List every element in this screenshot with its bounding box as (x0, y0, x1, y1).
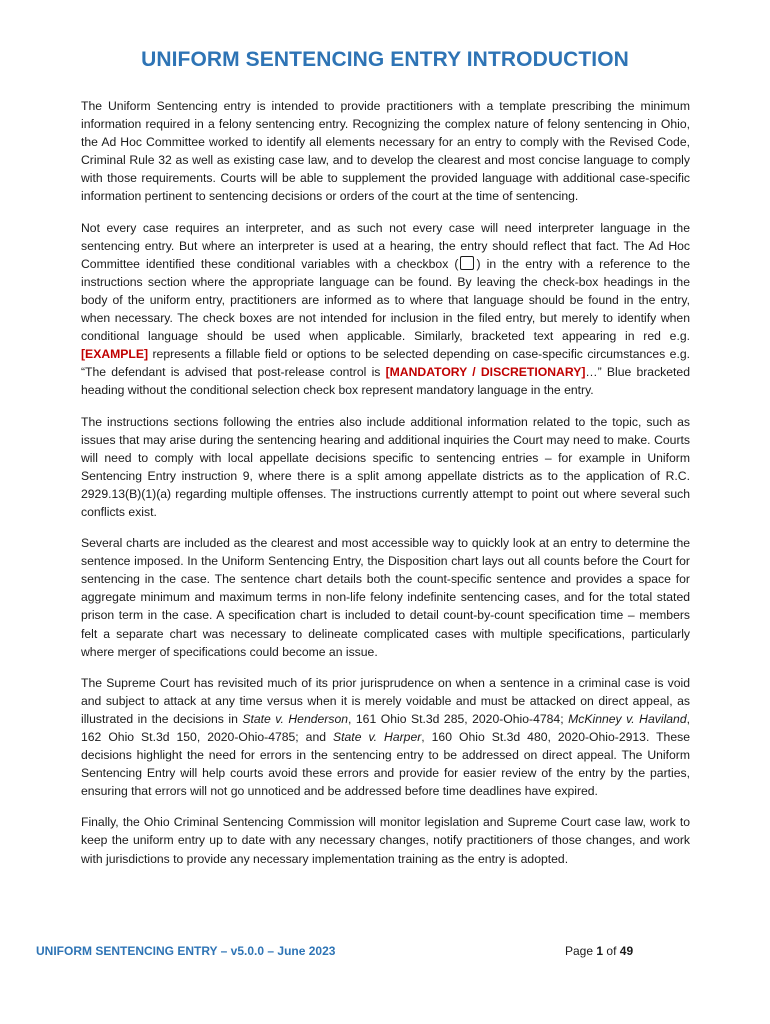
of-label: of (606, 944, 617, 958)
page-label: Page (565, 944, 594, 958)
example-placeholder: [EXAMPLE] (81, 347, 149, 362)
page-title: UNIFORM SENTENCING ENTRY INTRODUCTION (141, 48, 629, 71)
case-citation: McKinney v. Haviland (568, 711, 687, 726)
paragraph-commission: Finally, the Ohio Criminal Sentencing Commission will monitor legislation and Supreme Court case law, work to keep the uniform entry up to date with any necessary changes, notify practitioners of those changes, and work with jurisdictions to provide any necessary implementation training as the entry is adopted. (81, 815, 690, 866)
paragraph-text: Not every case requires an interpreter, and as such not every case will need interpreter language in the sentencing entry. But where an interpreter is used at a hearing, the entry should reflect that fact. The Ad Hoc Committee identified these conditional variables with a checkbox ( (81, 220, 690, 271)
paragraph-purpose: The Uniform Sentencing entry is intended to provide practitioners with a template prescribing the minimum information required in a felony sentencing entry. Recognizing the complex nature of felony sentencing in Ohio, the Ad Hoc Committee worked to identify all elements necessary for an entry to comply with the Revised Code, Criminal Rule 32 as well as existing case law, and to develop the clearest and most concise language to comply with those requirements. Courts will be able to supplement the provided language with additional case-specific information pertinent to sentencing decisions or orders of the court at the time of sentencing. (81, 99, 690, 204)
page-total: 49 (619, 944, 634, 958)
paragraph-charts: Several charts are included as the clearest and most accessible way to quickly look at an entry to determine the sentence imposed. In the Uniform Sentencing Entry, the Disposition chart lays out all counts before the Court for sentencing in the case. The sentence chart details both the count-specific sentence and provides a space for aggregate minimum and maximum terms in non-life felony indefinite sentencing cases, and for the total stated prison term in the case. A specification chart is included to detail count-by-count specification time – members felt a separate chart was necessary to delineate complicated cases with multiple specifications, particularly where merger of specifications could become an issue. (81, 536, 690, 659)
paragraph-conditional-variables (81, 219, 690, 400)
page-current: 1 (596, 944, 604, 958)
checkbox-icon (460, 256, 474, 270)
paragraph-case-law (81, 674, 690, 801)
paragraph-text: …” Blue bracketed heading without the conditional selection check box represent mandatory language in the entry. (81, 365, 690, 398)
paragraph-text: , 162 Ohio St.3d 150, 2020-Ohio-4785; and (81, 711, 690, 744)
mandatory-placeholder: [MANDATORY / DISCRETIONARY] (385, 365, 586, 380)
footer-page-number (565, 944, 633, 958)
paragraph-text: , 160 Ohio St.3d 480, 2020-Ohio-2913. These decisions highlight the need for errors in the sentencing entry to be addressed on direct appeal. The Uniform Sentencing Entry will help courts avoid these errors and provide for easier review of the entry by the parties, ensuring that errors will not go unnoticed and be addressed before time deadlines have expired. (81, 730, 690, 799)
document-body (81, 97, 690, 881)
paragraph-instructions: The instructions sections following the entries also include additional information related to the topic, such as issues that may arise during the sentencing hearing and additional inquiries the Court may need to make. Courts will need to comply with local appellate decisions specific to sentencing entries – for example in Uniform Sentencing Entry instruction 9, where there is a split among appellate districts as to the application of R.C. 2929.13(B)(1)(a) regarding multiple offenses. The instructions currently attempt to point out where several such conflicts exist. (81, 414, 690, 519)
paragraph-text: ) in the entry with a reference to the instructions section where the appropriate language can be found. By leaving the check-box headings in the body of the uniform entry, practitioners are informed as to where that language should be found in the entry, when necessary. The check boxes are not intended for inclusion in the filed entry, but merely to identify when conditional language should be used when applicable. Similarly, bracketed text appearing in red e.g. (81, 256, 690, 344)
case-citation: State v. Harper (333, 730, 422, 744)
paragraph-text: , 161 Ohio St.3d 285, 2020-Ohio-4784; (348, 711, 569, 726)
footer-document-version: UNIFORM SENTENCING ENTRY – v5.0.0 – June 2023 (36, 944, 336, 958)
paragraph-text: represents a fillable field or options to be selected depending on case-specific circumstances e.g. “The defendant is advised that post-release control is (81, 347, 690, 380)
paragraph-text: The Supreme Court has revisited much of its prior jurisprudence on when a sentence in a criminal case is void and subject to attack at any time versus when it is merely voidable and must be attacked on direct appeal, as illustrated in the decisions in (81, 675, 690, 726)
case-citation: State v. Henderson (242, 711, 349, 726)
